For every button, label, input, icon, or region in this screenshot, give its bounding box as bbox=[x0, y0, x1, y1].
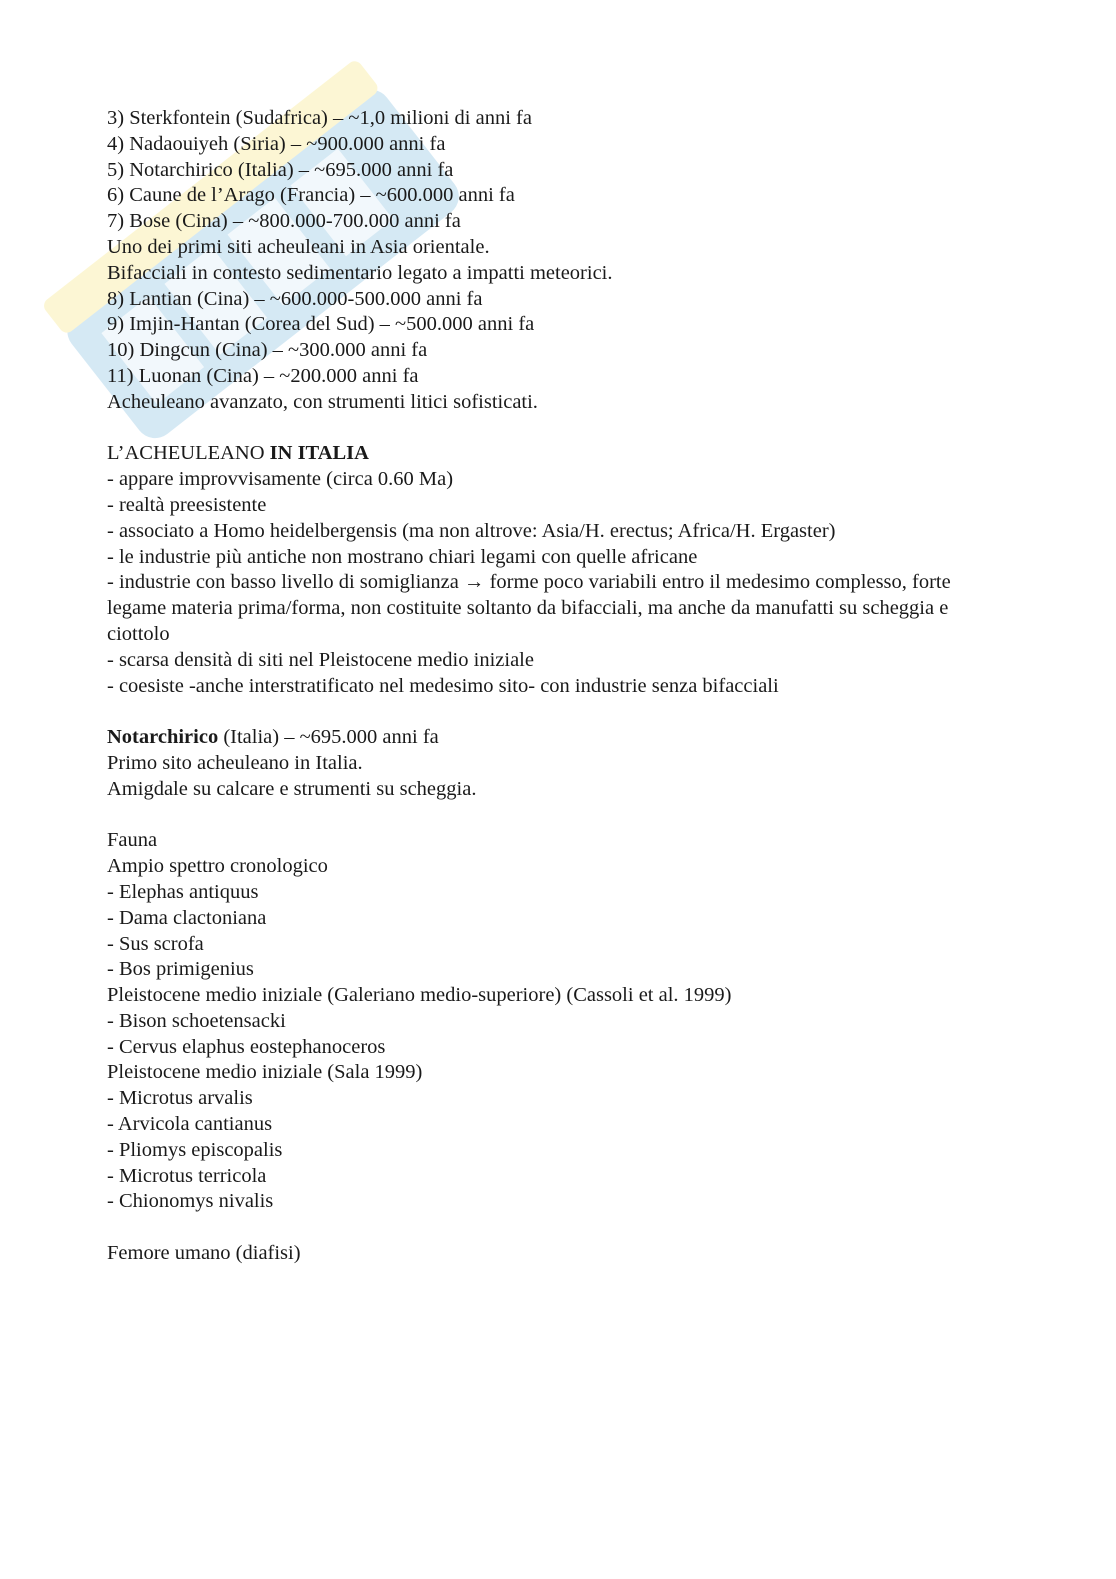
heading-plain: L’ACHEULEANO bbox=[107, 442, 270, 465]
species-item: - Elephas antiquus bbox=[107, 880, 259, 903]
site-line: 7) Bose (Cina) – ~800.000-700.000 anni fa bbox=[107, 210, 461, 233]
site-line: 9) Imjin-Hantan (Corea del Sud) – ~500.000 anni fa bbox=[107, 313, 535, 336]
species-item: - Sus scrofa bbox=[107, 932, 204, 955]
femore-line: Femore umano (diafisi) bbox=[107, 1242, 301, 1265]
species-item: - Bos primigenius bbox=[107, 958, 254, 981]
text-line: Pleistocene medio iniziale (Galeriano medio-superiore) (Cassoli et al. 1999) bbox=[107, 984, 732, 1007]
title-bold: Notarchirico bbox=[107, 726, 219, 749]
site-line: 4) Nadaouiyeh (Siria) – ~900.000 anni fa bbox=[107, 132, 446, 155]
bullet-item: - le industrie più antiche non mostrano chiari legami con quelle africane bbox=[107, 545, 698, 568]
text-line: Ampio spettro cronologico bbox=[107, 855, 328, 878]
bullet-item: - realtà preesistente bbox=[107, 493, 267, 516]
document-body bbox=[107, 106, 997, 1267]
bullet-item-long: - industrie con basso livello di somiglianza → forme poco variabili entro il medesimo complesso, forte legame materia prima/forma, non costituite soltanto da bifacciali, ma anche da manufatti su scheggia e ciottolo bbox=[107, 571, 951, 645]
italia-section bbox=[107, 441, 997, 699]
text-line: Pleistocene medio iniziale (Sala 1999) bbox=[107, 1061, 423, 1084]
species-item: - Chionomys nivalis bbox=[107, 1190, 274, 1213]
text-line: Primo sito acheuleano in Italia. bbox=[107, 751, 363, 774]
species-item: - Bison schoetensacki bbox=[107, 1009, 286, 1032]
bullet-item: - scarsa densità di siti nel Pleistocene medio iniziale bbox=[107, 648, 534, 671]
heading-bold: IN ITALIA bbox=[269, 442, 369, 465]
sites-list bbox=[107, 106, 997, 416]
notarchirico-title bbox=[107, 725, 997, 751]
fauna-section bbox=[107, 828, 997, 1215]
text-line: Amigdale su calcare e strumenti su scheggia. bbox=[107, 777, 477, 800]
site-line: 5) Notarchirico (Italia) – ~695.000 anni fa bbox=[107, 158, 454, 181]
site-note: Acheuleano avanzato, con strumenti litici sofisticati. bbox=[107, 390, 538, 413]
section-heading bbox=[107, 441, 997, 467]
site-line: 11) Luonan (Cina) – ~200.000 anni fa bbox=[107, 364, 419, 387]
site-line: 6) Caune de l’Arago (Francia) – ~600.000 anni fa bbox=[107, 184, 515, 207]
species-item: - Microtus arvalis bbox=[107, 1087, 253, 1110]
fauna-heading: Fauna bbox=[107, 829, 158, 852]
bullet-item: - appare improvvisamente (circa 0.60 Ma) bbox=[107, 468, 454, 491]
species-item: - Cervus elaphus eostephanoceros bbox=[107, 1035, 386, 1058]
bullet-item: - coesiste -anche interstratificato nel medesimo sito- con industrie senza bifacciali bbox=[107, 674, 779, 697]
species-item: - Arvicola cantianus bbox=[107, 1113, 273, 1136]
site-line: 10) Dingcun (Cina) – ~300.000 anni fa bbox=[107, 339, 428, 362]
title-rest: (Italia) – ~695.000 anni fa bbox=[218, 726, 439, 749]
site-note: Bifacciali in contesto sedimentario legato a impatti meteorici. bbox=[107, 261, 613, 284]
bullet-item: - associato a Homo heidelbergensis (ma non altrove: Asia/H. erectus; Africa/H. Ergaster) bbox=[107, 519, 836, 542]
species-item: - Microtus terricola bbox=[107, 1164, 267, 1187]
species-item: - Pliomys episcopalis bbox=[107, 1138, 283, 1161]
notarchirico-section bbox=[107, 725, 997, 802]
site-note: Uno dei primi siti acheuleani in Asia orientale. bbox=[107, 235, 490, 258]
site-line: 8) Lantian (Cina) – ~600.000-500.000 anni fa bbox=[107, 287, 483, 310]
site-line: 3) Sterkfontein (Sudafrica) – ~1,0 milioni di anni fa bbox=[107, 107, 532, 129]
species-item: - Dama clactoniana bbox=[107, 906, 267, 929]
